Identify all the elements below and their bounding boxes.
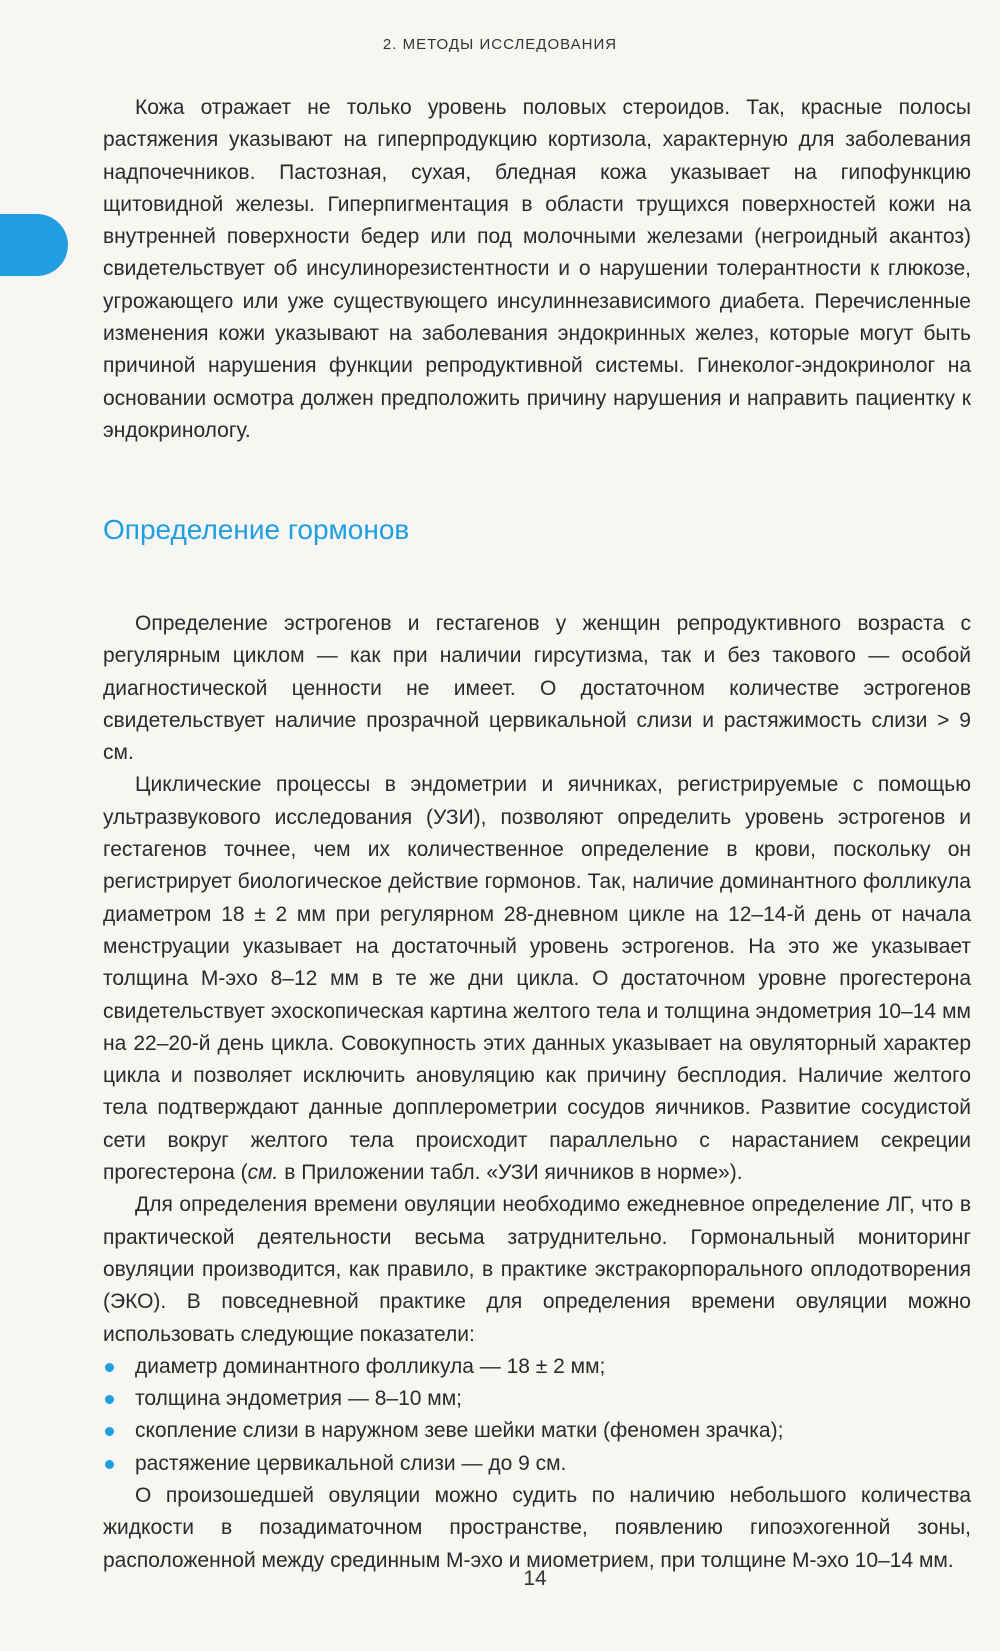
paragraph-estrogen: Определение эстрогенов и гестагенов у женщин репродуктивного возраста с регулярным циклом — как при наличии гирсутизма, так и без такового — особой диагностической ценности не имеет. О достаточном количестве эстрогенов свидетельствует наличие прозрачной цервикальной слизи и растяжимость слизи > 9 см. [103, 612, 971, 765]
indicator-list [103, 1351, 971, 1480]
list-item: толщина эндометрия — 8–10 мм; [103, 1383, 971, 1415]
bullet-dot-icon [105, 1395, 114, 1404]
list-item: растяжение цервикальной слизи — до 9 см. [103, 1448, 971, 1480]
running-header: 2. МЕТОДЫ ИССЛЕДОВАНИЯ [382, 36, 618, 53]
paragraph-ultrasound [103, 769, 971, 1189]
list-item: скопление слизи в наружном зеве шейки матки (феномен зрачка); [103, 1415, 971, 1447]
paragraph-ultrasound-tail: в Приложении табл. «УЗИ яичников в норме»). [278, 1161, 743, 1185]
chapter-tab-marker [0, 214, 68, 276]
section-title: Определение гормонов [103, 514, 410, 545]
bullet-dot-icon [105, 1460, 114, 1469]
paragraph-ultrasound-text: Циклические процессы в эндометрии и яичниках, регистрируемые с помощью ультразвукового исследования (УЗИ), позволяют определить уровень эстрогенов и гестагенов точнее, чем их количественное определение в крови, поскольку он регистрирует биологическое действие гормонов. Так, наличие доминантного фолликула диаметром 18 ± 2 мм при регулярном 28-дневном цикле на 12–14-й день от начала менструации указывает на достаточный уровень эстрогенов. На это же указывает толщина М-эхо 8–12 мм в те же дни цикла. О достаточном уровне прогестерона свидетельствует эхоскопическая картина желтого тела и толщина эндометрия 10–14 мм на 22–20-й день цикла. Совокупность этих данных указывает на овуляторный характер цикла и позволяет исключить ановуляцию как причину бесплодия. Наличие желтого тела подтверждают данные допплерометрии сосудов яичников. Развитие сосудистой сети вокруг желтого тела происходит параллельно с нарастанием секреции прогестерона ( [103, 773, 971, 1185]
section-body [103, 608, 971, 1577]
list-item: диаметр доминантного фолликула — 18 ± 2 мм; [103, 1351, 971, 1383]
intro-block [103, 92, 971, 447]
see-reference: см. [247, 1161, 279, 1185]
bullet-dot-icon [105, 1363, 114, 1372]
paragraph-ovulation-signs: О произошедшей овуляции можно судить по наличию небольшого количества жидкости в позадиматочном пространстве, появлению гипоэхогенной зоны, расположенной между срединным М-эхо и миометрием, при толщине М-эхо 10–14 мм. [103, 1484, 971, 1572]
bullet-dot-icon [105, 1427, 114, 1436]
intro-paragraph: Кожа отражает не только уровень половых стероидов. Так, красные полосы растяжения указывают на гиперпродукцию кортизола, характерную для заболевания надпочечников. Пастозная, сухая, бледная кожа указывает на гипофункцию щитовидной железы. Гиперпигментация в области трущихся поверхностей кожи на внутренней поверхности бедер или под молочными железами (негроидный акантоз) свидетельствует об инсулинорезистентности и о нарушении толерантности к глюкозе, угрожающего или уже существующего инсулиннезависимого диабета. Перечисленные изменения кожи указывают на заболевания эндокринных желез, которые могут быть причиной нарушения функции репродуктивной системы. Гинеколог-эндокринолог на основании осмотра должен предположить причину нарушения и направить пациентку к эндокринологу. [103, 96, 971, 442]
paragraph-ovulation-timing: Для определения времени овуляции необходимо ежедневное определение ЛГ, что в практической деятельности весьма затруднительно. Гормональный мониторинг овуляции производится, как правило, в практике экстракорпорального оплодотворения (ЭКО). В повседневной практике для определения времени овуляции можно использовать следующие показатели: [103, 1193, 971, 1346]
page-number: 14 [523, 1567, 547, 1590]
